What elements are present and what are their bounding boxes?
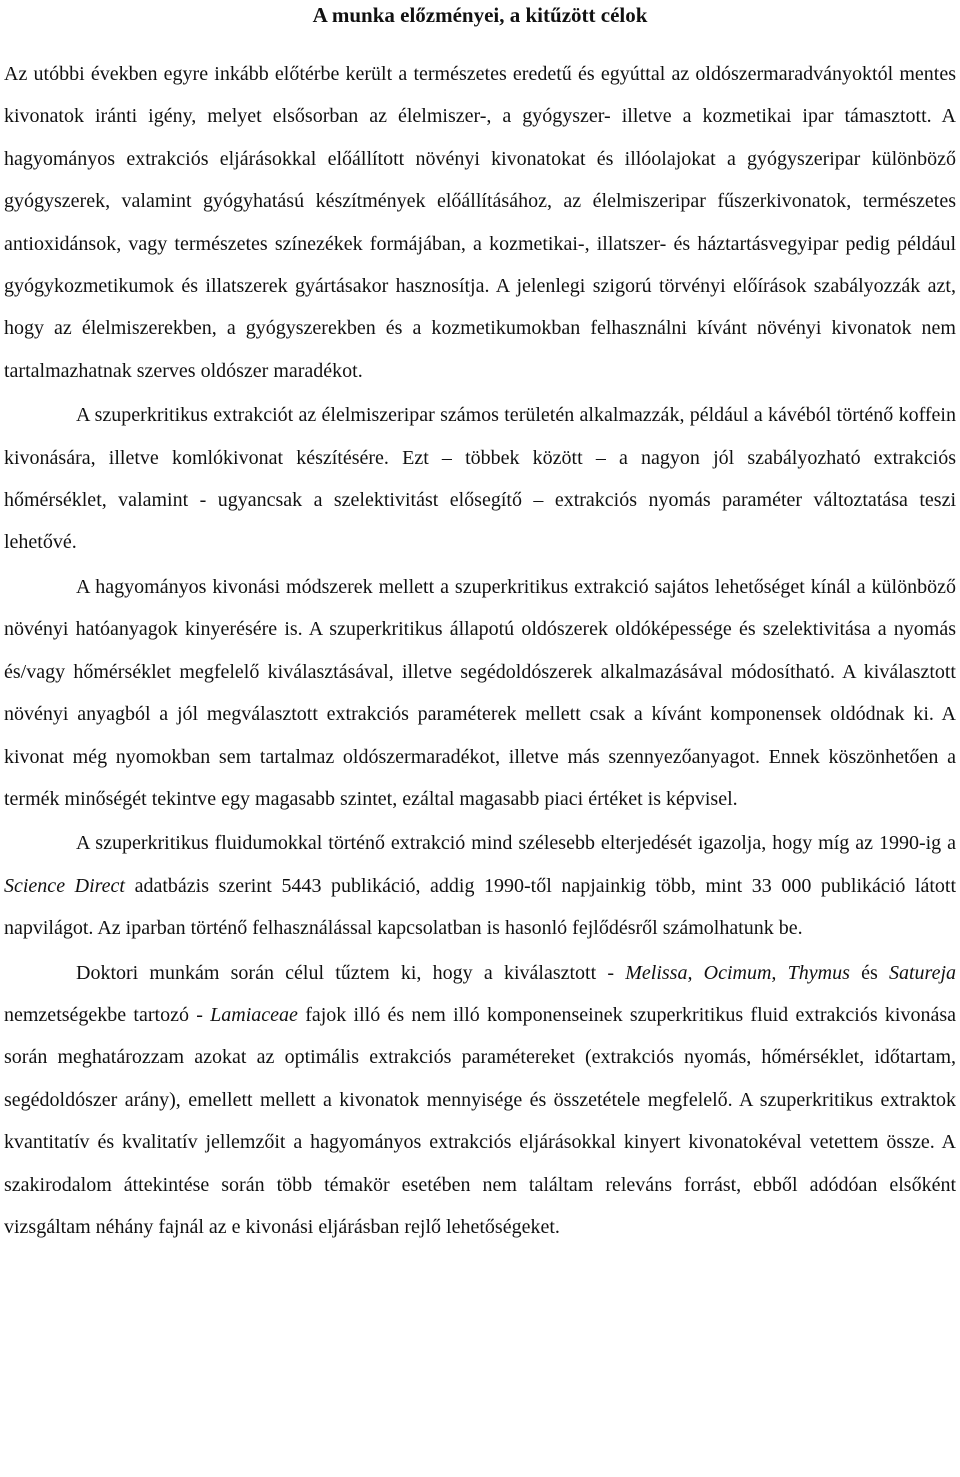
text-segment: és (849, 961, 889, 984)
italic-genus-satureja: Satureja (888, 961, 956, 984)
paragraph-objectives (4, 952, 956, 1249)
text-segment: nemzetségekbe tartozó - (4, 1003, 211, 1026)
italic-genus-names: Melissa, Ocimum, Thymus (625, 961, 850, 984)
text-segment: A szuperkritikus fluidumokkal történő extrakció mind szélesebb elterjedését igazolja, hogy míg az 1990-ig a (76, 832, 956, 855)
page-title: A munka előzményei, a kitűzött célok (312, 3, 648, 27)
paragraph-supercritical-advantages: A hagyományos kivonási módszerek mellett a szuperkritikus extrakció sajátos lehetőséget kínál a különböző növényi hatóanyagok kinyerésére is. A szuperkritikus állapotú oldószerek oldóképessége és szelektivitása a nyomás és/vagy hőmérséklet megfelelő kiválasztásával, illetve segédoldószerek alkalmazásával módosítható. A kiválasztott növényi anyagból a jól megválasztott extrakciós paraméterek mellett csak a kívánt komponensek oldódnak ki. A kivonat még nyomokban sem tartalmaz oldószermaradékot, illetve más szennyezőanyagot. Ennek köszönhetően a termék minőségét tekintve egy magasabb szintet, ezáltal magasabb piaci értéket is képvisel. (4, 575, 956, 810)
italic-database-name: Science Direct (4, 874, 125, 897)
paragraph-intro: Az utóbbi években egyre inkább előtérbe került a természetes eredetű és egyúttal az oldószermaradványoktól mentes kivonatok iránti igény, melyet elsősorban az élelmiszer-, a gyógyszer- illetve a kozmetikai ipar támasztott. A hagyományos extrakciós eljárásokkal előállított növényi kivonatokat és illóolajokat a gyógyszeripar különböző gyógyszerek, valamint gyógyhatású készítmények előállításához, az élelmiszeripar fűszerkivonatok, természetes antioxidánsok, vagy természetes színezékek formájában, a kozmetikai-, illatszer- és háztartásvegyipar pedig például gyógykozmetikumok és illatszerek gyártásakor hasznosítja. A jelenlegi szigorú törvényi előírások szabályozzák azt, hogy az élelmiszerekben, a gyógyszerekben és a kozmetikumokban felhasználni kívánt növényi kivonatok nem tartalmazhatnak szerves oldószer maradékot. (4, 63, 956, 382)
italic-family-lamiaceae: Lamiaceae (210, 1003, 298, 1026)
text-segment: Doktori munkám során célul tűztem ki, hogy a kiválasztott - (76, 961, 626, 984)
text-segment: adatbázis szerint 5443 publikáció, addig 1990-től napjainkig több, mint 33 000 publikáció látott napvilágot. Az iparban történő felhasználással kapcsolatban is hasonló fejlődésről számolhatunk be. (4, 874, 956, 940)
paragraph-publications (4, 822, 956, 949)
paragraph-supercritical-uses: A szuperkritikus extrakciót az élelmiszeripar számos területén alkalmazzák, például a kávéból történő koffein kivonására, illetve komlókivonat készítésére. Ezt – többek között – a nagyon jól szabályozható extrakciós hőmérséklet, valamint - ugyancsak a szelektivitást elősegítő – extrakciós nyomás paraméter változtatása teszi lehetővé. (4, 404, 956, 554)
text-segment: fajok illó és nem illó komponenseinek szuperkritikus fluid extrakciós kivonása során meghatározzam azokat az optimális extrakciós paramétereket (extrakciós nyomás, hőmérséklet, időtartam, segédoldószer arány), emellett mellett a kivonatok mennyisége és összetétele megfelelő. A szuperkritikus extraktok kvantitatív és kvalitatív jellemzőit a hagyományos extrakciós eljárásokkal kinyert kivonatokéval vetettem össze. A szakirodalom áttekintése során több témakör esetében nem találtam releváns forrást, ebből adódóan elsőként vizsgáltam néhány fajnál az e kivonási eljárásban rejlő lehetőségeket. (4, 1003, 956, 1238)
